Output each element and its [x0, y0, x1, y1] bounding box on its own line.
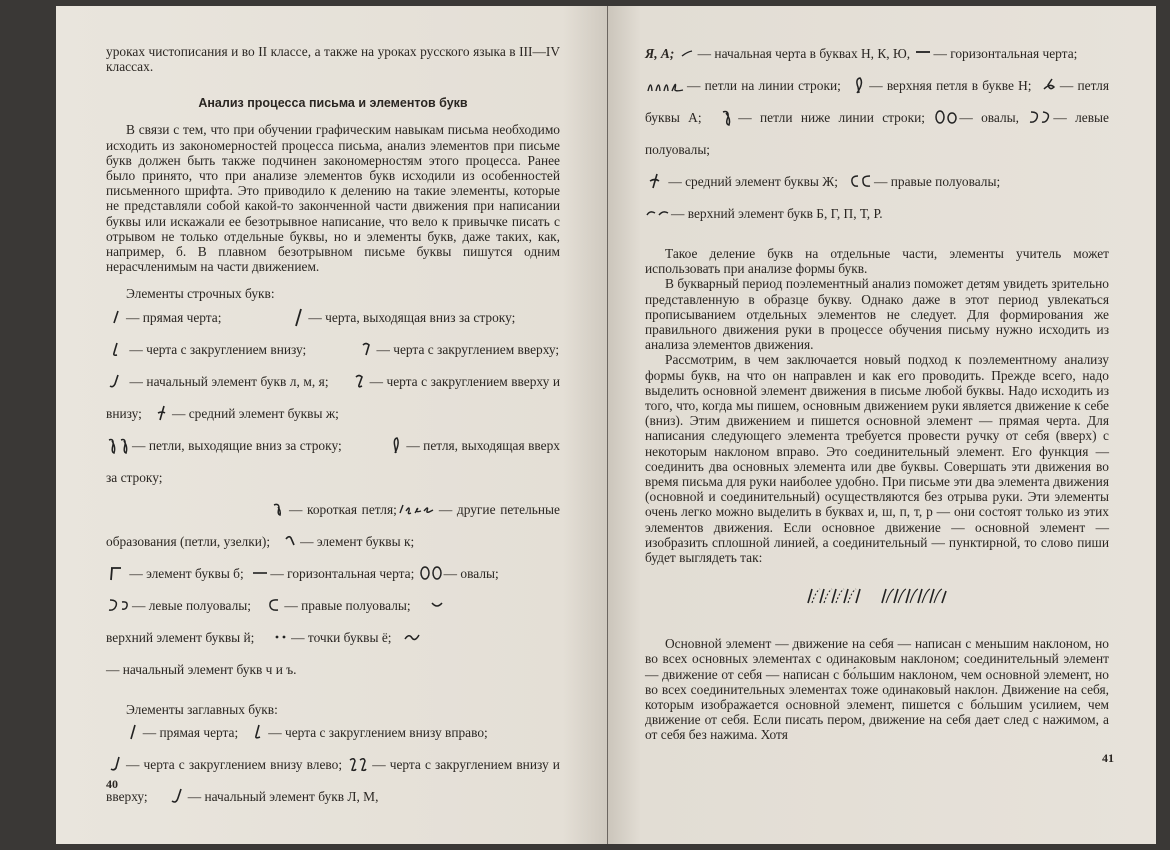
initial-element-glyph-icon [106, 371, 126, 391]
capital-hook-left-glyph-icon [106, 754, 126, 774]
left-column [106, 44, 560, 813]
k-element-glyph-icon [280, 531, 300, 551]
descender-line-glyph-icon [288, 307, 308, 327]
uppercase-item: — начальный элемент букв Л, М, [187, 788, 379, 804]
horizontal-line-glyph-icon [250, 563, 270, 583]
upper-loop-glyph-icon [849, 75, 869, 95]
lowercase-item: — начальный элемент букв л, м, я; [129, 373, 329, 389]
lowercase-item: — черта, выходящая вниз за строку; [308, 309, 516, 325]
lowercase-item: — петля, выходящая вверх за строку; [106, 437, 560, 485]
lowercase-item: — петли, выходящие вниз за строку; [132, 437, 342, 453]
lowercase-item: — черта с закруглением вверху; [376, 341, 560, 357]
lowercase-item: — короткая петля; [288, 501, 397, 517]
capital-initial-glyph-icon [168, 786, 188, 806]
wave-glyph-icon [402, 627, 422, 647]
lowercase-item: — начальный элемент букв ч и ъ. [106, 661, 297, 677]
lowercase-item: — элемент буквы к; [300, 533, 415, 549]
capital-item: — петля буквы А; [645, 78, 1109, 125]
lowercase-item: — черта с закруглением вверху и внизу; [106, 373, 560, 421]
handwritten-word-pishi-icon [645, 579, 1109, 614]
uppercase-elements-list [106, 717, 560, 813]
lowercase-item: — элемент буквы б; [129, 565, 244, 581]
capital-ovals-glyph-icon [933, 107, 959, 127]
lowercase-item: — точки буквы ё; [291, 629, 392, 645]
left-page [56, 6, 607, 844]
capital-line-glyph-icon [123, 722, 143, 742]
lowercase-elements-list [106, 302, 560, 686]
intro-text: уроках чистописания и во II классе, а также на уроках русского языка в III—IV классах. [106, 44, 560, 75]
lowercase-item: — прямая черта; [126, 309, 222, 325]
zh-middle-glyph-icon [152, 403, 172, 423]
letters-lead: Я, А; [645, 46, 675, 61]
paragraph-3: Рассмотрим, в чем заключается новый подход к поэлементному анализу формы букв, на что он направлен и как его проводить. Прежде всего, надо выделить основной элемент движения в письме любой буквы. Надо исходить из того, что, когда мы пишем, основным движением руки является движение к себе (вниз). Этим движением и пишется основной элемент — прямая черта. Для написания следующего элемента требуется провести ручку от себя (вверх) с некоторым наклоном вправо. Это соединительный элемент. Его функция — соединить два основных элемента или две буквы. Совершать эти движения во время письма для руки наиболее удобно. При письме эти два элемента движения (основной и соединительный) осуществляются без отрыва руки. Эти элементы очень легко можно выделить в буквах и, ш, п, т, р — они состоят только из этих элементов движения. Если основное движение — основной элемент — изобразить сплошной линией, а соединительный — пунктирной, то слово пиши будет выглядеть так: [645, 352, 1109, 566]
capital-double-hook-glyph-icon [346, 754, 372, 774]
lowercase-item: — другие петельные образования (петли, узелки); [106, 501, 560, 549]
paragraph-1: Такое деление букв на отдельные части, элементы учитель может использовать при анализе формы букв. [645, 246, 1109, 277]
capital-item: — петли ниже линии строки; [738, 110, 925, 125]
main-paragraph: В связи с тем, что при обучении графическим навыкам письма необходимо исходить из закономерностей процесса письма, анализ элементов при письме букв должен быть также подчинен закономерностям этого процесса. Ранее было принято, что при анализе элементов букв исходили из особенностей письменного шрифта. Это приводило к делению на такие элементы, которые не представляли собой какой-то законченной части движения при написании буквы или искажали ее безотрывное написание, что вело к привычке писать с отрывом не только отдельные буквы, но и элементы букв, даже таких, как, например, б. В плавном безотрывном письме буквы пишутся одним нерасчленимым на части движением. [106, 122, 560, 275]
section-heading: Анализ процесса письма и элементов букв [198, 96, 468, 111]
lowercase-item: — овалы; [443, 565, 499, 581]
lowercase-item: — средний элемент буквы ж; [171, 405, 339, 421]
capital-item: — средний элемент буквы Ж; [668, 174, 838, 189]
hook-bottom-glyph-icon [106, 339, 126, 359]
capital-elements-list [645, 38, 1109, 230]
start-stroke-glyph-icon [678, 43, 698, 63]
dots-glyph-icon [271, 627, 291, 647]
lowercase-item: — черта с закруглением внизу; [129, 341, 307, 357]
lowercase-title: Элементы строчных букв: [126, 286, 275, 302]
ascender-loop-glyph-icon [386, 435, 406, 455]
b-element-glyph-icon [106, 563, 126, 583]
capital-item: — левые полуовалы; [645, 110, 1109, 157]
lowercase-item: — левые полуовалы; [132, 597, 252, 613]
paragraph-4: Основной элемент — движение на себя — написан с меньшим наклоном, но во всех основных элементах с одинаковым наклоном; соединительный элемент — движение от себя — написан с бо́льшим наклоном, чем основной элемент, но во всех соединительных элементах тоже одинаковый наклон. Движение на себя, которым изображается основной элемент, пишется с бо́льшим усилием, чем движение от себя. Если писать пером, движение на себя дает след с нажимом, а от себя без нажима. Хотя [645, 636, 1109, 743]
other-loops-glyph-icon [397, 499, 439, 519]
hook-top-glyph-icon [357, 339, 377, 359]
lowercase-item: — правые полуовалы; [284, 597, 411, 613]
ovals-glyph-icon [418, 563, 444, 583]
capital-item: — верхняя петля в букве Н; [869, 78, 1032, 93]
paragraph-2: В букварный период поэлементный анализ поможет детям увидеть зрительно представленную в образце букву. Однако даже в этот период увлекаться прописыванием отдельных элементов не следует. Для формирования же правильного движения руки в процессе обучения письму нужно исходить из анализа элементов движения. [645, 276, 1109, 353]
page-number: 40 [106, 777, 118, 791]
short-loop-glyph-icon [269, 499, 289, 519]
capital-item: — горизонтальная черта; [933, 46, 1078, 61]
capital-left-half-ovals-glyph-icon [1027, 107, 1053, 127]
straight-line-glyph-icon [106, 307, 126, 327]
capital-item: — начальная черта в буквах Н, К, Ю, [697, 46, 911, 61]
capital-item: — овалы, [959, 110, 1019, 125]
left-half-ovals-glyph-icon [106, 595, 132, 615]
capital-item: — верхний элемент букв Б, Г, П, Т, Р. [671, 206, 883, 221]
uppercase-item: — черта с закруглением внизу влево; [126, 756, 343, 772]
right-page [608, 6, 1156, 844]
capital-hook-right-glyph-icon [248, 722, 268, 742]
breve-glyph-icon [427, 595, 447, 615]
capital-item: — правые полуовалы; [874, 174, 1001, 189]
descender-loops-glyph-icon [106, 435, 132, 455]
uppercase-item: — прямая черта; [142, 724, 239, 740]
page-number: 41 [1102, 751, 1114, 765]
uppercase-item: — черта с закруглением внизу вправо; [268, 724, 488, 740]
double-hook-glyph-icon [350, 371, 370, 391]
top-stroke-glyph-icon [645, 203, 671, 223]
line-loops-glyph-icon [645, 75, 687, 95]
uppercase-item: — черта с закруглением внизу и вверху; [106, 756, 560, 804]
capital-item: — петли на линии строки; [687, 78, 841, 93]
right-column [645, 38, 1109, 743]
capital-horizontal-glyph-icon [913, 43, 933, 63]
lower-loop-glyph-icon [718, 107, 738, 127]
right-half-ovals-glyph-icon [264, 595, 284, 615]
lowercase-item: верхний элемент буквы й; [106, 629, 255, 645]
lowercase-item: — горизонтальная черта; [270, 565, 415, 581]
a-loop-glyph-icon [1040, 75, 1060, 95]
zh-capital-middle-glyph-icon [645, 171, 665, 191]
capital-right-half-ovals-glyph-icon [848, 171, 874, 191]
uppercase-title: Элементы заглавных букв: [126, 701, 278, 717]
